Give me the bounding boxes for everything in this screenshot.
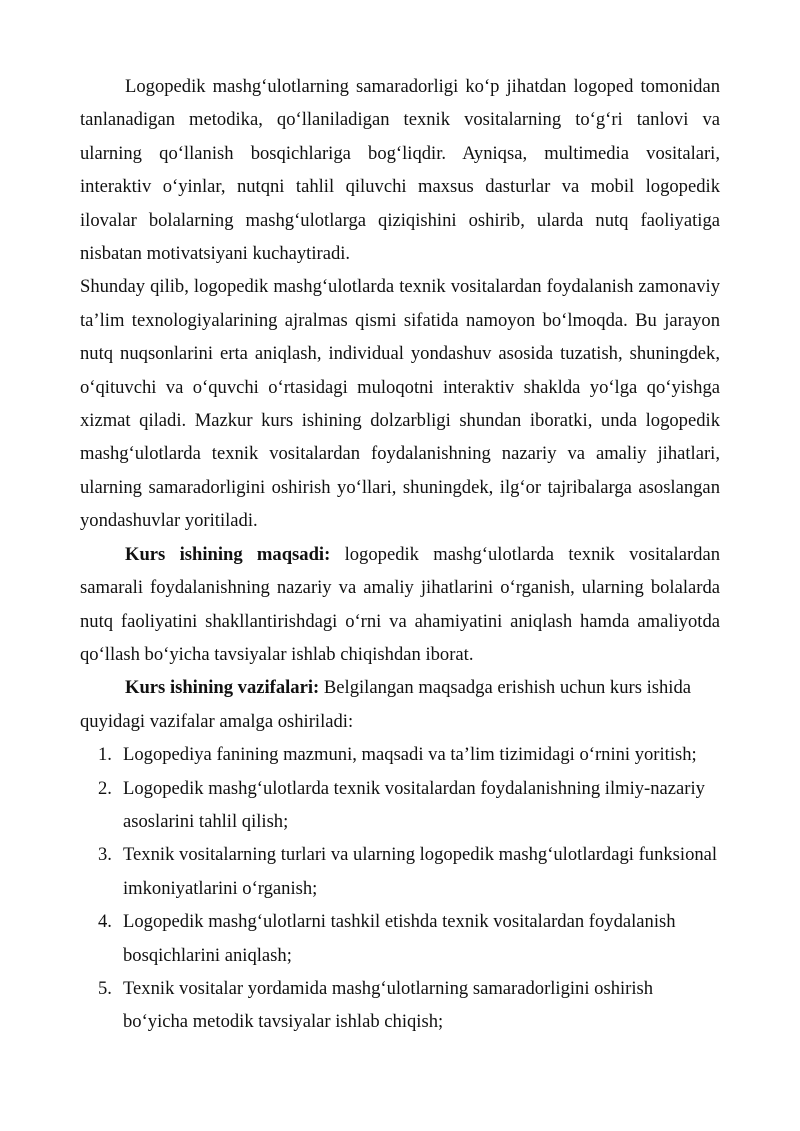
paragraph-tasks-intro: [80, 671, 720, 738]
list-item: [80, 838, 720, 905]
tasks-list: [80, 738, 720, 1039]
goal-label: Kurs ishining maqsadi:: [125, 543, 331, 565]
list-item-number: 2.: [98, 777, 112, 799]
list-item-text: Logopedik mashg‘ulotlarni tashkil etishda texnik vositalardan foydalanish bosqichlarini aniqlash;: [123, 911, 676, 966]
list-item-number: 4.: [98, 911, 112, 933]
list-item: [80, 772, 720, 839]
document-page: [80, 70, 720, 1039]
list-item: [80, 905, 720, 972]
tasks-label: Kurs ishining vazifalari:: [125, 677, 320, 699]
paragraph-goal: [80, 538, 720, 672]
list-item-text: Texnik vositalar yordamida mashg‘ulotlarning samaradorligini oshirish bo‘yicha metodik tavsiyalar ishlab chiqish;: [123, 977, 654, 1033]
list-item-number: 5.: [98, 977, 112, 999]
tasks-intro-text: Belgilangan maqsadga erishish uchun kurs ishida quyidagi vazifalar amalga oshiriladi:: [80, 677, 692, 732]
goal-text: logopedik mashg‘ulotlarda texnik vositalardan samarali foydalanishning nazariy va amaliy jihatlarini o‘rganish, ularning bolalarda nutq faoliyatini shakllantirishdagi o‘rni va ahamiyatini aniqlash hamda amaliyotda qo‘llash bo‘yicha tavsiyalar ishlab chiqishdan iborat.: [80, 543, 720, 665]
paragraph-conclusion: Shunday qilib, logopedik mashg‘ulotlarda texnik vositalardan foydalanish zamonaviy ta’lim texnologiyalarining ajralmas qismi sifatida namoyon bo‘lmoqda. Bu jarayon nutq nuqsonlarini erta aniqlash, individual yondashuv asosida tuzatish, shuningdek, o‘qituvchi va o‘quvchi o‘rtasidagi muloqotni interaktiv shaklda yo‘lga qo‘yishga xizmat qiladi. Mazkur kurs ishining dolzarbligi shundan iboratki, unda logopedik mashg‘ulotlarda texnik vositalardan foydalanishning nazariy va amaliy jihatlari, ularning samaradorligini oshirish yo‘llari, shuningdek, ilg‘or tajribalarga asoslangan yondashuvlar yoritiladi.: [80, 276, 720, 532]
list-item-text: Logopediya fanining mazmuni, maqsadi va ta’lim tizimidagi o‘rnini yoritish;: [123, 744, 697, 766]
list-item-number: 1.: [98, 744, 112, 766]
list-item: [80, 738, 720, 771]
list-item: [80, 972, 720, 1039]
list-item-text: Texnik vositalarning turlari va ularning logopedik mashg‘ulotlardagi funksional imkoniyatlarini o‘rganish;: [123, 844, 718, 899]
list-item-number: 3.: [98, 844, 112, 866]
paragraph-effectiveness: Logopedik mashg‘ulotlarning samaradorligi ko‘p jihatdan logoped tomonidan tanlanadigan metodika, qo‘llaniladigan texnik vositalarning to‘g‘ri tanlovi va ularning qo‘llanish bosqichlariga bog‘liqdir. Ayniqsa, multimedia vositalari, interaktiv o‘yinlar, nutqni tahlil qiluvchi maxsus dasturlar va mobil logopedik ilovalar bolalarning mashg‘ulotlarga qiziqishini oshirib, ularda nutq faoliyatiga nisbatan motivatsiyani kuchaytiradi.: [80, 76, 720, 265]
list-item-text: Logopedik mashg‘ulotlarda texnik vositalardan foydalanishning ilmiy-nazariy asoslarini tahlil qilish;: [123, 777, 705, 832]
